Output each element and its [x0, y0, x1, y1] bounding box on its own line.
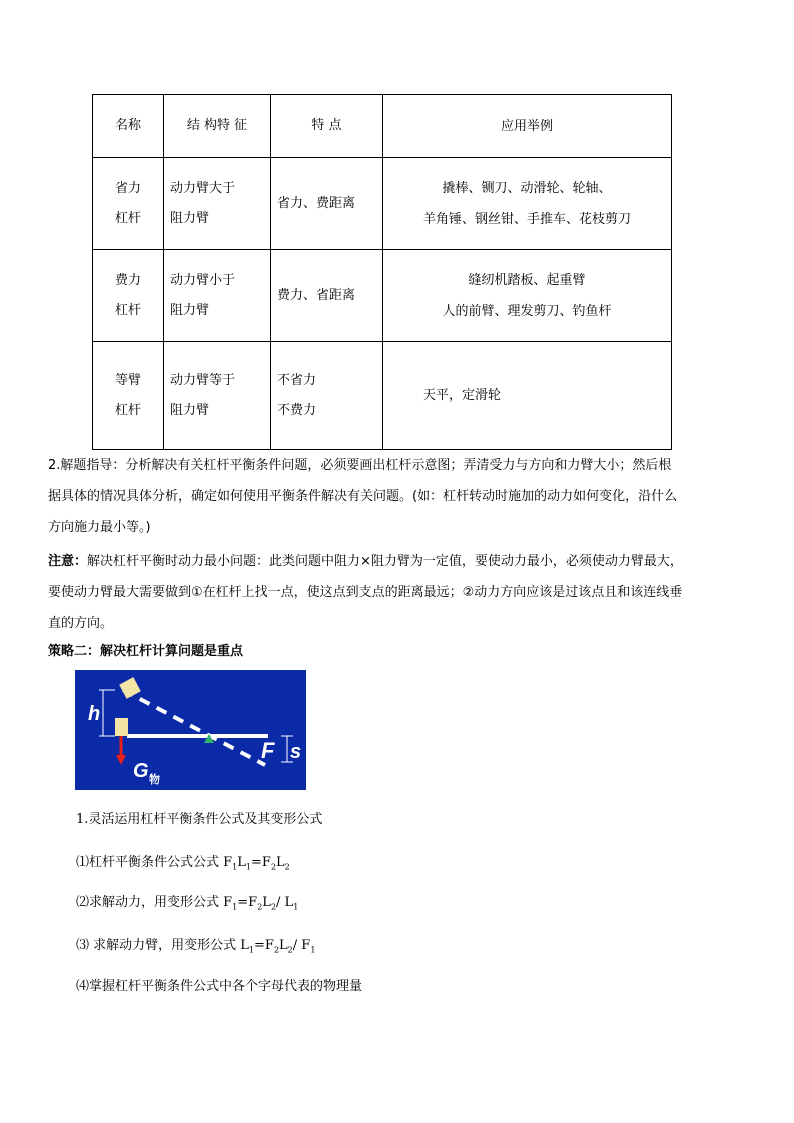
formula-item-2: ⑵求解动力，用变形公式 $F_1=F_2L_2/$ $L_1$ [76, 895, 299, 912]
formula-title: 1.灵活运用杠杆平衡条件公式及其变形公式 [76, 812, 323, 827]
cell-structure: 动力臂大于 阻力臂 [164, 158, 271, 250]
header-feature: 特 点 [271, 95, 383, 158]
guidance-line: 方向施力最小等。) [48, 520, 151, 535]
cell-structure: 动力臂小于 阻力臂 [164, 250, 271, 342]
label-F: F [261, 738, 275, 763]
cell-structure: 动力臂等于 阻力臂 [164, 342, 271, 450]
cell-examples: 撬棒、铡刀、动滑轮、轮轴、 羊角锤、钢丝钳、手推车、花枝剪刀 [383, 158, 672, 250]
cell-name: 省力 杠杆 [93, 158, 164, 250]
cell-feature: 费力、省距离 [271, 250, 383, 342]
guidance-paragraph [48, 450, 748, 543]
note-line: 解决杠杆平衡时动力最小问题：此类问题中阻力×阻力臂为一定值，要使动力最小，必须使动力臂最大， [87, 554, 683, 569]
note-line: 要使动力臂最大需要做到①在杠杆上找一点，使这点到支点的距离最远；②动力方向应该是过该点且和该连线垂 [48, 585, 683, 600]
strategy-heading: 策略二：解决杠杆计算问题是重点 [48, 644, 244, 659]
table-row [93, 158, 672, 250]
formula-item-1: ⑴杠杆平衡条件公式公式 $F_1L_1=F_2L_2$ [76, 855, 290, 872]
table-row [93, 250, 672, 342]
header-examples: 应用举例 [383, 95, 672, 158]
weight-block [115, 718, 128, 736]
table-row [93, 342, 672, 450]
header-name: 名称 [93, 95, 164, 158]
note-label: 注意： [48, 554, 88, 569]
cell-name: 费力 杠杆 [93, 250, 164, 342]
guidance-line: 据具体的情况具体分析，确定如何使用平衡条件解决有关问题。(如：杠杆转动时施加的动力如何变化，沿什么 [48, 489, 678, 504]
cell-examples: 缝纫机踏板、起重臂 人的前臂、理发剪刀、钓鱼杆 [383, 250, 672, 342]
note-line: 直的方向。 [48, 616, 114, 631]
cell-feature: 不省力 不费力 [271, 342, 383, 450]
lever-types-table [92, 94, 672, 450]
cell-name: 等臂 杠杆 [93, 342, 164, 450]
header-structure: 结 构特 征 [164, 95, 271, 158]
label-G-subscript: 物 [149, 773, 160, 786]
formula-item-3: ⑶ 求解动力臂，用变形公式 $L_1=F_2L_2/$ $F_1$ [76, 938, 316, 955]
table-header-row [93, 95, 672, 158]
label-G: G [133, 760, 149, 782]
diagram-background [75, 670, 306, 790]
note-paragraph [48, 546, 748, 639]
label-h: h [88, 703, 101, 725]
cell-examples: 天平，定滑轮 [383, 342, 672, 450]
label-s: s [290, 741, 302, 763]
lever-diagram [75, 670, 306, 790]
guidance-line: 2.解题指导：分析解决有关杠杆平衡条件问题，必须要画出杠杆示意图；弄清受力与方向和力臂大小；然后根 [48, 458, 672, 473]
cell-feature: 省力、费距离 [271, 158, 383, 250]
formula-item-4: ⑷掌握杠杆平衡条件公式中各个字母代表的物理量 [76, 979, 363, 994]
